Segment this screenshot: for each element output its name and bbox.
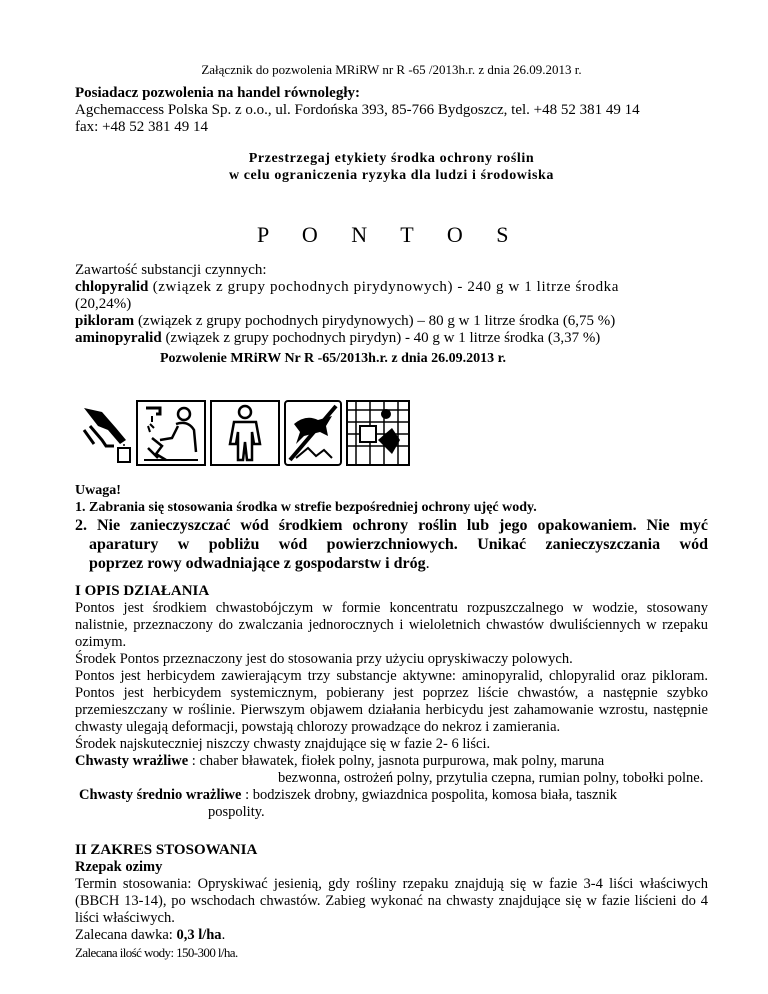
holder-address: Agchemaccess Polska Sp. z o.o., ul. Fordońska 393, 85-766 Bydgoszcz, tel. +48 52 381 49 14 [75, 102, 640, 118]
label-warning [75, 150, 708, 184]
substance-desc: (związek z grupy pochodnych pirydyn) - 40 g w 1 litrze środka (3,37 %) [161, 330, 601, 346]
substance-pikloram [75, 313, 708, 330]
medium-label: Chwasty średnio wrażliwe [79, 787, 242, 803]
substance-chlopyralid-pct: (20,24%) [75, 296, 132, 312]
substance-name: pikloram [75, 313, 135, 329]
section-2-title: II ZAKRES STOSOWANIA [75, 842, 258, 858]
label-warning-line1: Przestrzegaj etykiety środka ochrony roślin [248, 151, 535, 166]
section-1 [75, 583, 708, 821]
notice-item-2-text: poprzez rowy odwadniające z gospodarstw i dróg [89, 555, 426, 572]
section-1-p2: Środek Pontos przeznaczony jest do stosowania przy użyciu opryskiwaczy polowych. [75, 651, 573, 667]
substance-chlopyralid [75, 279, 708, 296]
no-animals-icon [284, 400, 342, 466]
substance-name: chlopyralid [75, 279, 149, 295]
keep-locked-icon [346, 400, 410, 466]
protective-clothing-icon [210, 400, 280, 466]
substance-desc: (związek z grupy pochodnych pirydynowych) – 80 g w 1 litrze środka (6,75 %) [134, 313, 616, 329]
notice-item-2-line1: 2. Nie zanieczyszczać wód środkiem ochrony roślin lub jego opakowaniem. Nie myć [75, 517, 708, 534]
holder-fax: fax: +48 52 381 49 14 [75, 119, 209, 135]
section-1-p1: Pontos jest środkiem chwastobójczym w formie koncentratu rozpuszczalnego w wodzie, stosowany nalistnie, przeznaczony do zwalczania jednorocznych i wieloletnich chwastów dwuliściennych w rzepaku ozimym. [75, 600, 708, 650]
holder-label: Posiadacz pozwolenia na handel równoległy: [75, 85, 361, 101]
recommended-dose [75, 927, 708, 944]
pictogram-row [80, 400, 410, 468]
substance-name: aminopyralid [75, 330, 162, 346]
water-amount: Zalecana ilość wody: 150-300 l/ha. [75, 945, 238, 960]
notice-item-2-line2: aparatury w pobliżu wód powierzchniowych. Unikać zanieczyszczania wód [89, 536, 708, 553]
permit-number: Pozwolenie MRiRW Nr R -65/2013h.r. z dnia 26.09.2013 r. [160, 351, 507, 366]
product-title [257, 222, 708, 248]
medium-weeds [75, 787, 708, 804]
dose-value: 0,3 l/ha [176, 927, 222, 943]
dose-period: . [221, 927, 226, 943]
label-warning-line2: w celu ograniczenia ryzyka dla ludzi i środowiska [228, 168, 555, 183]
notice-item-1: 1. Zabrania się stosowania środka w strefie bezpośredniej ochrony ujęć wody. [75, 500, 537, 515]
section-1-p4: Środek najskuteczniej niszczy chwasty znajdujące się w fazie 2- 6 liści. [75, 736, 491, 752]
sensitive-label: Chwasty wrażliwe [75, 753, 189, 769]
sensitive-list: : chaber bławatek, fiołek polny, jasnota purpurowa, mak polny, maruna [188, 753, 605, 769]
substance-aminopyralid [75, 330, 708, 347]
notice-item-2-line3 [75, 554, 708, 573]
annex-line: Załącznik do pozwolenia MRiRW nr R -65 /2013h.r. z dnia 26.09.2013 r. [201, 62, 582, 77]
section-1-p3: Pontos jest herbicydem zawierającym trzy substancje aktywne: aminopyralid, chlopyralid oraz pikloram. Pontos jest herbicydem systemicznym, pobierany jest poprzez liście chwastów, a następnie szybko przemieszczany w roślinie. Pierwszym objawem działania herbicydu jest zahamowanie wzrostu, następnie chwasty ulegają deformacji, powstają chlorozy prowadzące do nekroz i zamierania. [75, 668, 708, 735]
sensitive-weeds [75, 753, 708, 770]
section-2 [75, 842, 708, 961]
substances-block [75, 262, 708, 347]
sensitive-list-cont: bezwonna, ostrożeń polny, przytulia czepna, rumian polny, tobołki polne. [278, 770, 704, 786]
product-name: P O N T O S [257, 222, 523, 247]
holder-block [75, 85, 708, 136]
dose-label: Zalecana dawka: [75, 927, 177, 943]
medium-list: : bodziszek drobny, gwiazdnica pospolita, komosa biała, tasznik [241, 787, 618, 803]
substance-desc: (związek z grupy pochodnych pirydynowych) - 240 g w 1 litrze środka [148, 279, 620, 295]
crop-name: Rzepak ozimy [75, 859, 163, 875]
notice-item-2-period: . [425, 555, 430, 572]
notice-item-2 [75, 516, 708, 573]
notice-title: Uwaga! [75, 483, 121, 498]
substances-intro: Zawartość substancji czynnych: [75, 262, 267, 278]
notice-block [75, 482, 708, 516]
wash-hands-icon [136, 400, 206, 466]
medium-list-cont: pospolity. [208, 804, 265, 820]
section-1-title: I OPIS DZIAŁANIA [75, 583, 210, 599]
application-timing: Termin stosowania: Opryskiwać jesienią, gdy rośliny rzepaku znajdują się w fazie 3-4 liści właściwych (BBCH 13-14), po wschodach chwastów. Zabieg wykonać na chwasty znajdujące się w fazie liścieni do 4 liści właściwych. [75, 876, 708, 926]
hand-pour-icon [80, 400, 132, 468]
